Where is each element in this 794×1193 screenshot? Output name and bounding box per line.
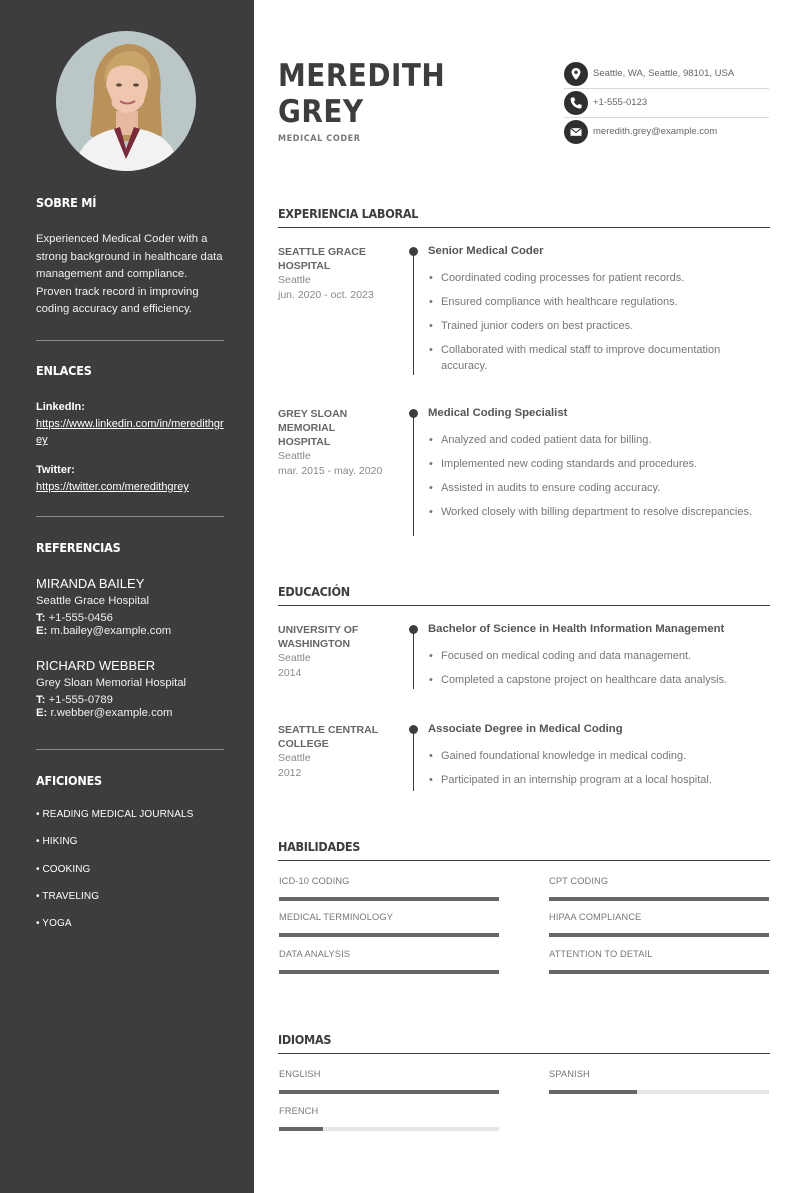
email-label: E:	[36, 625, 48, 637]
skill-bar	[279, 897, 499, 901]
employer-location: Seattle	[278, 450, 311, 462]
address-text: Seattle, WA, Seattle, 98101, USA	[593, 68, 735, 79]
reference-org: Seattle Grace Hospital	[36, 595, 150, 607]
experience-meta	[278, 407, 403, 479]
degree-title: Bachelor of Science in Health Information Management	[428, 623, 725, 635]
education-meta	[278, 723, 403, 781]
hobbies-heading: AFICIONES	[36, 773, 102, 788]
degree-title: Associate Degree in Medical Coding	[428, 723, 623, 735]
envelope-icon	[564, 120, 588, 144]
section-rule	[278, 227, 770, 228]
candidate-name	[278, 58, 445, 130]
phone-label: T:	[36, 612, 46, 624]
skill-bar-fill	[549, 933, 769, 937]
hobby-item: • YOGA	[36, 918, 72, 929]
timeline-dot	[409, 625, 418, 634]
links-heading: ENLACES	[36, 363, 92, 378]
employment-dates: mar. 2015 - may. 2020	[278, 465, 383, 477]
section-rule	[278, 605, 770, 606]
graduation-year: 2014	[278, 667, 302, 679]
timeline-line	[413, 413, 414, 536]
language-bar	[279, 1090, 499, 1094]
experience-meta	[278, 245, 403, 303]
reference-email-value: r.webber@example.com	[50, 707, 173, 719]
language-bar	[549, 1090, 769, 1094]
education-bullet: • Completed a capstone project on healthcare data analysis.	[441, 672, 761, 688]
contact-email	[564, 118, 769, 147]
timeline-line	[413, 629, 414, 689]
language-bar	[279, 1127, 499, 1131]
school-name: SEATTLE CENTRAL COLLEGE	[278, 724, 378, 750]
experience-bullet: • Implemented new coding standards and procedures.	[441, 456, 761, 472]
language-bar-fill	[279, 1090, 499, 1094]
skill-item	[549, 912, 769, 922]
section-rule	[278, 1053, 770, 1054]
skill-label: ATTENTION TO DETAIL	[549, 949, 653, 959]
education-meta	[278, 623, 403, 681]
sidebar-divider	[36, 516, 224, 517]
linkedin-label: LinkedIn:	[36, 401, 85, 413]
job-title: Senior Medical Coder	[428, 245, 544, 257]
reference-name: RICHARD WEBBER	[36, 658, 156, 673]
timeline-line	[413, 729, 414, 791]
phone-label: T:	[36, 694, 46, 706]
skill-bar-fill	[549, 897, 769, 901]
languages-heading: IDIOMAS	[278, 1032, 332, 1047]
language-bar-fill	[279, 1127, 323, 1131]
reference-phone-value: +1-555-0456	[48, 612, 113, 624]
section-rule	[278, 860, 770, 861]
twitter-link-block	[36, 464, 224, 495]
linkedin-link-block	[36, 401, 224, 448]
language-item	[279, 1069, 499, 1079]
reference-name: MIRANDA BAILEY	[36, 576, 145, 591]
reference-item	[36, 576, 224, 637]
timeline-dot	[409, 409, 418, 418]
experience-bullet: • Assisted in audits to ensure coding accuracy.	[441, 480, 761, 496]
links-section	[36, 363, 224, 378]
contact-address	[564, 60, 769, 89]
experience-bullet: • Ensured compliance with healthcare regulations.	[441, 294, 761, 310]
skills-heading: HABILIDADES	[278, 839, 361, 854]
reference-email-value: m.bailey@example.com	[50, 625, 172, 637]
reference-phone	[36, 612, 224, 624]
timeline-line	[413, 251, 414, 375]
skill-label: HIPAA COMPLIANCE	[549, 912, 642, 922]
education-bullet: • Focused on medical coding and data management.	[441, 648, 761, 664]
about-body	[36, 231, 224, 319]
about-heading: SOBRE MÍ	[36, 195, 97, 210]
skill-bar	[549, 970, 769, 974]
sidebar-divider	[36, 749, 224, 750]
skill-bar-fill	[279, 897, 499, 901]
skill-bar-fill	[279, 970, 499, 974]
skill-label: MEDICAL TERMINOLOGY	[279, 912, 393, 922]
skill-bar	[279, 933, 499, 937]
experience-bullet: • Collaborated with medical staff to improve documentation accuracy.	[441, 342, 761, 374]
hobbies-section	[36, 773, 224, 788]
language-item	[549, 1069, 769, 1079]
employer-name: SEATTLE GRACE HOSPITAL	[278, 246, 366, 272]
skill-label: ICD-10 CODING	[279, 876, 350, 886]
email-label: E:	[36, 707, 48, 719]
education-bullet: • Gained foundational knowledge in medical coding.	[441, 748, 761, 764]
job-role: MEDICAL CODER	[278, 134, 361, 144]
experience-bullet: • Coordinated coding processes for patient records.	[441, 270, 761, 286]
hobby-item: • COOKING	[36, 864, 91, 875]
profile-photo	[56, 31, 196, 171]
about-section	[36, 195, 224, 210]
timeline-dot	[409, 247, 418, 256]
references-section	[36, 540, 224, 555]
school-name: UNIVERSITY OF WASHINGTON	[278, 624, 359, 650]
sidebar	[0, 0, 254, 1193]
reference-email	[36, 625, 224, 637]
skill-bar-fill	[549, 970, 769, 974]
employer-location: Seattle	[278, 274, 311, 286]
job-title: Medical Coding Specialist	[428, 407, 568, 419]
skill-item	[279, 912, 499, 922]
skill-item	[279, 876, 499, 886]
hobby-item: • HIKING	[36, 836, 78, 847]
reference-phone	[36, 694, 224, 706]
education-bullet: • Participated in an internship program at a local hospital.	[441, 772, 761, 788]
experience-bullet: • Worked closely with billing department to resolve discrepancies.	[441, 504, 761, 520]
timeline-dot	[409, 725, 418, 734]
school-location: Seattle	[278, 752, 311, 764]
twitter-link[interactable]: https://twitter.com/meredithgrey	[36, 481, 189, 493]
language-bar-fill	[549, 1090, 637, 1094]
hobby-item: • READING MEDICAL JOURNALS	[36, 809, 194, 820]
reference-email	[36, 707, 224, 719]
skill-bar-fill	[279, 933, 499, 937]
last-name: GREY	[278, 94, 364, 130]
language-label: SPANISH	[549, 1069, 590, 1079]
contact-phone	[564, 89, 769, 118]
linkedin-link[interactable]: https://www.linkedin.com/in/meredithgrey	[36, 418, 224, 446]
skill-label: CPT CODING	[549, 876, 609, 886]
sidebar-divider	[36, 340, 224, 341]
experience-heading: EXPERIENCIA LABORAL	[278, 206, 419, 221]
reference-item	[36, 658, 224, 719]
reference-org: Grey Sloan Memorial Hospital	[36, 677, 187, 689]
employer-name: GREY SLOAN MEMORIAL HOSPITAL	[278, 408, 348, 448]
about-text: Experienced Medical Coder with a strong background in healthcare data management and compliance. Proven track record in improving coding accuracy and efficiency.	[36, 233, 223, 315]
skill-bar	[549, 897, 769, 901]
skill-bar	[549, 933, 769, 937]
reference-phone-value: +1-555-0789	[48, 694, 113, 706]
school-location: Seattle	[278, 652, 311, 664]
employment-dates: jun. 2020 - oct. 2023	[278, 289, 374, 301]
email-text[interactable]: meredith.grey@example.com	[593, 126, 718, 137]
language-item	[279, 1106, 499, 1116]
graduation-year: 2012	[278, 767, 302, 779]
hobby-item: • TRAVELING	[36, 891, 100, 902]
experience-bullet: • Analyzed and coded patient data for billing.	[441, 432, 761, 448]
skill-label: DATA ANALYSIS	[279, 949, 351, 959]
phone-text: +1-555-0123	[593, 97, 648, 108]
language-label: FRENCH	[279, 1106, 319, 1116]
references-heading: REFERENCIAS	[36, 540, 121, 555]
language-label: ENGLISH	[279, 1069, 321, 1079]
skill-item	[549, 949, 769, 959]
twitter-label: Twitter:	[36, 464, 75, 476]
skill-item	[549, 876, 769, 886]
education-heading: EDUCACIÓN	[278, 584, 350, 599]
skill-bar	[279, 970, 499, 974]
skill-item	[279, 949, 499, 959]
phone-icon	[564, 91, 588, 115]
experience-bullet: • Trained junior coders on best practices.	[441, 318, 761, 334]
first-name: MEREDITH	[278, 58, 446, 94]
location-pin-icon	[564, 62, 588, 86]
